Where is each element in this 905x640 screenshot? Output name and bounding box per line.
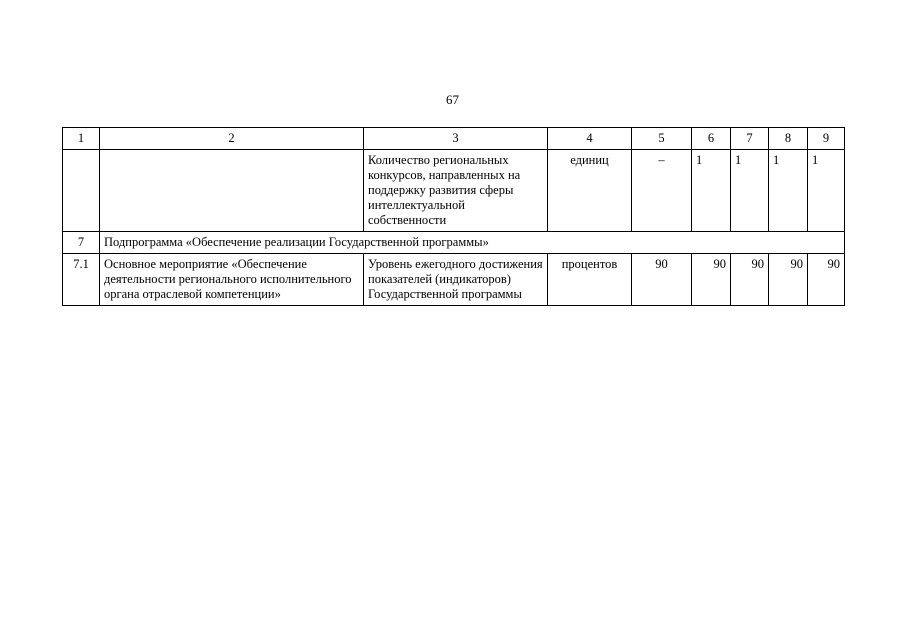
unit-cell: процентов [548, 254, 632, 306]
unit-cell: единиц [548, 150, 632, 232]
header-cell: 4 [548, 128, 632, 150]
value-cell: 90 [632, 254, 692, 306]
page-number: 67 [446, 92, 459, 107]
value-cell: 1 [731, 150, 769, 232]
value-cell: 1 [808, 150, 845, 232]
table-row [63, 254, 845, 306]
header-cell: 9 [808, 128, 845, 150]
measure-cell [100, 150, 364, 232]
value-cell: 1 [769, 150, 808, 232]
table-row [63, 232, 845, 254]
value-cell: 90 [692, 254, 731, 306]
indicator-cell: Уровень ежегодного достижения показателей (индикаторов) Государственной программы [364, 254, 548, 306]
header-cell: 1 [63, 128, 100, 150]
table-header-row [63, 128, 845, 150]
indicator-cell: Количество региональных конкурсов, направленных на поддержку развития сферы интеллектуальной собственности [364, 150, 548, 232]
value-cell: 1 [692, 150, 731, 232]
table-row [63, 150, 845, 232]
header-cell: 6 [692, 128, 731, 150]
header-cell: 8 [769, 128, 808, 150]
value-cell: 90 [731, 254, 769, 306]
value-cell: 90 [769, 254, 808, 306]
value-cell: 90 [808, 254, 845, 306]
measure-cell: Основное мероприятие «Обеспечение деятельности регионального исполнительного органа отраслевой компетенции» [100, 254, 364, 306]
indicators-table [62, 127, 845, 306]
subprogram-title-cell: Подпрограмма «Обеспечение реализации Государственной программы» [100, 232, 845, 254]
row-number-cell: 7 [63, 232, 100, 254]
row-number-cell [63, 150, 100, 232]
header-cell: 7 [731, 128, 769, 150]
header-cell: 5 [632, 128, 692, 150]
row-number-cell: 7.1 [63, 254, 100, 306]
value-cell: – [632, 150, 692, 232]
header-cell: 2 [100, 128, 364, 150]
header-cell: 3 [364, 128, 548, 150]
